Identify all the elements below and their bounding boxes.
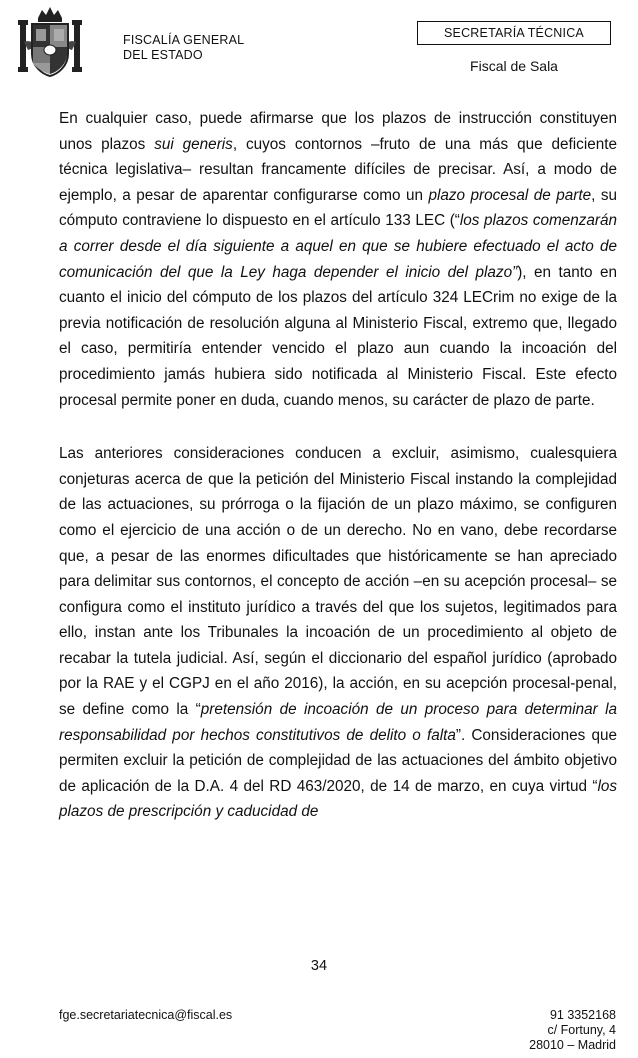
role-title: Fiscal de Sala: [470, 58, 558, 74]
document-body: [59, 106, 617, 825]
department-box: SECRETARÍA TÉCNICA: [417, 21, 611, 45]
organization-name: [123, 33, 244, 63]
footer-address-line-2: 28010 – Madrid: [529, 1038, 616, 1052]
footer-contact: [529, 1008, 616, 1053]
org-line-1: FISCALÍA GENERAL: [123, 33, 245, 47]
footer-address-line-1: c/ Fortuny, 4: [547, 1023, 616, 1037]
footer-phone: 91 3352168: [549, 1008, 616, 1022]
coat-of-arms-icon: [16, 4, 84, 80]
org-line-2: DEL ESTADO: [123, 48, 203, 62]
paragraph-2: Las anteriores consideraciones conducen a excluir, asimismo, cualesquiera conjeturas acerca de que la petición del Ministerio Fiscal instando la complejidad de las actuaciones, su prórroga o la fijación de un plazo máximo, se configuren como el ejercicio de una acción o de un derecho. No en vano, debe recordarse que, a pesar de las enormes dificultades que históricamente se han apreciado para delimitar sus contornos, el concepto de acción –en su acepción procesal– se configura como el instituto jurídico a través del que los sujetos, legitimados para ello, instan ante los Tribunales la incoación de un procedimiento al objeto de recabar la tutela judicial. Así, según el diccionario del español jurídico (aprobado por la RAE y el CGPJ en el año 2016), la acción, en su acepción procesal-penal, se define como la “pretensión de incoación de un proceso para determinar la responsabilidad por hechos constitutivos de delito o falta”. Consideraciones que permiten excluir la petición de complejidad de las actuaciones del ámbito objetivo de aplicación de la D.A. 4 del RD 463/2020, de 14 de marzo, en cuya virtud “los plazos de prescripción y caducidad de: [59, 445, 617, 821]
page-header: [0, 0, 638, 90]
page-number: 34: [310, 958, 328, 974]
footer-email: fge.secretariatecnica@fiscal.es: [59, 1008, 233, 1022]
paragraph-1: En cualquier caso, puede afirmarse que los plazos de instrucción constituyen unos plazos sui generis, cuyos contornos –fruto de una más que deficiente técnica legislativa– resultan francamente difíciles de precisar. Así, a modo de ejemplo, a pesar de aparentar configurarse como un plazo procesal de parte, su cómputo contraviene lo dispuesto en el artículo 133 LEC (“los plazos comenzarán a correr desde el día siguiente a aquel en que se hubiere efectuado el acto de comunicación del que la Ley haga depender el inicio del plazo”), en tanto en cuanto el inicio del cómputo de los plazos del artículo 324 LECrim no exige de la previa notificación de resolución alguna al Ministerio Fiscal, extremo que, llegado el caso, permitiría entender vencido el plazo aun cuando la incoación del procedimiento jamás hubiera sido notificada al Ministerio Fiscal. Este efecto procesal permite poner en duda, cuando menos, su carácter de plazo de parte.: [59, 110, 618, 409]
